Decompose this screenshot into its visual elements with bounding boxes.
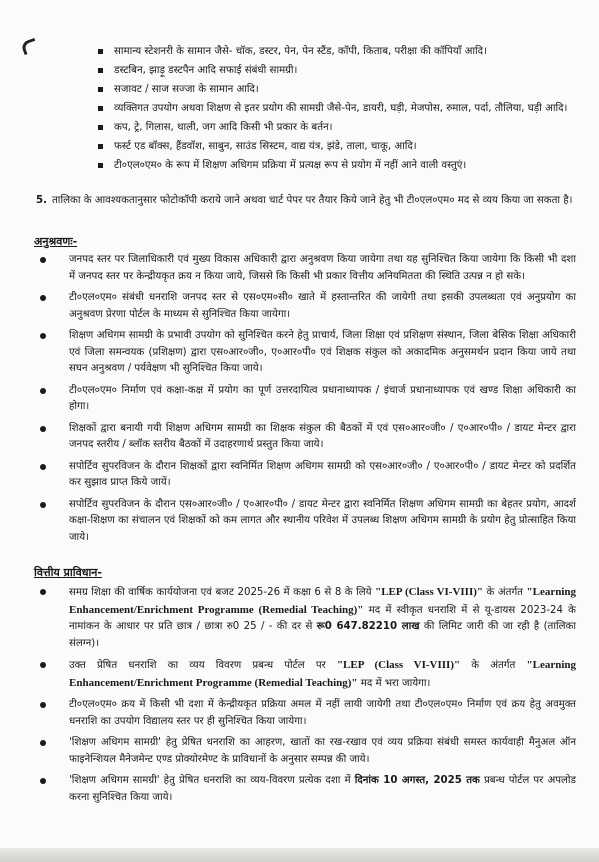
list-item: सपोर्टिव सुपरविजन के दौरान शिक्षकों द्वारा स्वनिर्मित शिक्षण अधिगम सामग्री को एस०आर०जी० / ए०आर०पी० / डायट मेन्टर को प्रदर्शित कर सुझाव प्राप्त किये जायें।: [36, 459, 576, 492]
point-5: [36, 193, 576, 209]
monitoring-list: [36, 252, 576, 551]
list-item: टी०एल०एम० निर्माण एवं कक्षा-कक्ष में प्रयोग का पूर्ण उत्तरदायित्व प्रधानाध्यापक / इंचार्ज प्रधानाध्यापक एवं खण्ड शिक्षा अधिकारी का होगा।: [36, 383, 576, 416]
excluded-materials-list: [98, 44, 580, 177]
list-item: टी०एल०एम० संबंधी धनराशि जनपद स्तर से एस०एम०सी० खाते में हस्तान्तरित की जायेगी तथा इसकी उपलब्धता एवं अनुप्रयोग का अनुश्रवण प्रेरणा पोर्टल के माध्यम से सुनिश्चित किया जायेगा।: [36, 290, 576, 323]
list-item: शिक्षकों द्वारा बनायी गयी शिक्षण अधिगम सामग्री का शिक्षक संकुल की बैठकों में एवं एस०आर०जी० / ए०आर०पी० / डायट मेन्टर द्वारा जनपद स्तरीय / ब्लॉक स्तरीय बैठकों में उदाहरणार्थ प्रस्तुत किया जाये।: [36, 421, 576, 454]
list-item: 'शिक्षण अधिगम सामग्री' हेतु प्रेषित धनराशि का आहरण, खातों का रख-रखाव एवं व्यय प्रक्रिया संबंधी समस्त कार्यवाही मैनुअल ऑन फाइनेन्शियल मैनेजमेन्ट एण्ड प्रोक्योरमेण्ट के प्राविधानों के अनुसार सम्पन्न की जाये।: [36, 735, 576, 768]
list-item: टी०एल०एम० क्रय में किसी भी दशा में केन्द्रीयकृत प्रक्रिया अमल में नहीं लायी जायेगी तथा टी०एल०एम० निर्माण एवं क्रय हेतु अवमुक्त धनराशि का उपयोग विद्यालय स्तर पर ही सुनिश्चित किया जायेगा।: [36, 697, 576, 730]
page-bottom-edge: [0, 848, 599, 862]
list-item: फर्स्ट एड बॉक्स, हैंडवॉश, साबुन, साउंड सिस्टम, वाद्य यंत्र, झंडे, ताला, चाकू, आदि।: [98, 139, 580, 155]
point-number: 5.: [36, 195, 47, 206]
list-item: टी०एल०एम० के रूप में शिक्षण अधिगम प्रक्रिया में प्रत्यक्ष रूप से प्रयोग में नहीं आने वाली वस्तुएं।: [98, 158, 580, 174]
finance-list: [36, 584, 576, 811]
list-item: व्यक्तिगत उपयोग अथवा शिक्षण से इतर प्रयोग की सामग्री जैसे-पेन, डायरी, घड़ी, मेजपोस, रुमाल, पर्दा, तौलिया, घड़ी आदि।: [98, 101, 580, 117]
pen-mark-icon: [20, 38, 39, 55]
list-item: शिक्षण अधिगम सामग्री के प्रभावी उपयोग को सुनिश्चित करने हेतु प्राचार्य, जिला शिक्षा एवं प्रशिक्षण संस्थान, जिला बेसिक शिक्षा अधिकारी एवं जिला समन्वयक (प्रशिक्षण) द्वारा एस०आर०जी०, ए०आर०पी० एवं शिक्षक संकुल को अकादमिक अनुसमर्थन प्रदान किया जाये तथा सघन अनुश्रवण / पर्यवेक्षण भी सुनिश्चित किया जाये।: [36, 328, 576, 378]
monitoring-heading: अनुश्रवणः-: [34, 235, 78, 248]
list-item: सपोर्टिव सुपरविजन के दौरान एस०आर०जी० / ए०आर०पी० / डायट मेन्टर द्वारा स्वनिर्मित शिक्षण अधिगम सामग्री का बेहतर प्रयोग, आदर्श कक्षा-शिक्षण का संचालन एवं शिक्षकों को कम लागत और स्थानीय परिवेश में उपलब्ध शिक्षण अधिगम सामग्री के प्रयोग हेतु प्रोत्साहित किया जाये।: [36, 497, 576, 547]
list-item: कप, ट्रे, गिलास, थाली, जग आदि किसी भी प्रकार के बर्तन।: [98, 120, 580, 136]
list-item: सामान्य स्टेशनरी के सामान जैसे- चॉक, डस्टर, पेन, पेन स्टैंड, कॉपी, किताब, परीक्षा की कॉपियाँ आदि।: [98, 44, 580, 60]
point-text: तालिका के आवश्यकतानुसार फोटोकॉपी कराये जाने अथवा चार्ट पेपर पर तैयार किये जाने हेतु भी टी०एल०एम० मद से व्यय किया जा सकता है।: [52, 195, 573, 206]
list-item: सजावट / साज सज्जा के सामान आदि।: [98, 82, 580, 98]
list-item: जनपद स्तर पर जिलाधिकारी एवं मुख्य विकास अधिकारी द्वारा अनुश्रवण किया जायेगा तथा यह सुनिश्चित किया जायेगा कि किसी भी दशा में जनपद स्तर पर केन्द्रीयकृत क्रय न किया जाये, जिससे कि किसी भी प्रकार वित्तीय अनियमितता की स्थिति उत्पन्न न हो सके।: [36, 252, 576, 285]
list-item: उक्त प्रेषित धनराशि का व्यय विवरण प्रबन्ध पोर्टल पर "LEP (Class VI-VIII)" के अंतर्गत "Learning Enhancement/Enrichment Programme (Remedial Teaching)" मद में भरा जायेगा।: [36, 657, 576, 692]
finance-heading: वित्तीय प्राविधान-: [34, 566, 102, 579]
list-item: डस्टबिन, झाड़ू डस्टपैन आदि सफाई संबंधी सामग्री।: [98, 63, 580, 79]
list-item: समग्र शिक्षा की वार्षिक कार्ययोजना एवं बजट 2025-26 में कक्षा 6 से 8 के लिये "LEP (Class VI-VIII)" के अंतर्गत "Learning Enhancement/Enrichment Programme (Remedial Teaching)" मद में स्वीकृत धनराशि में से यू-डायस 2023-24 के नामांकन के आधार पर प्रति छात्र / छात्रा रु0 25 / - की दर से रू0 647.82210 लाख की लिमिट जारी की जा रही है (तालिका संलग्न)।: [36, 584, 576, 652]
list-item: 'शिक्षण अधिगम सामग्री' हेतु प्रेषित धनराशि का व्यय-विवरण प्रत्येक दशा में दिनांक 10 अगस्त, 2025 तक प्रबन्ध पोर्टल पर अपलोड करना सुनिश्चित किया जाये।: [36, 773, 576, 806]
